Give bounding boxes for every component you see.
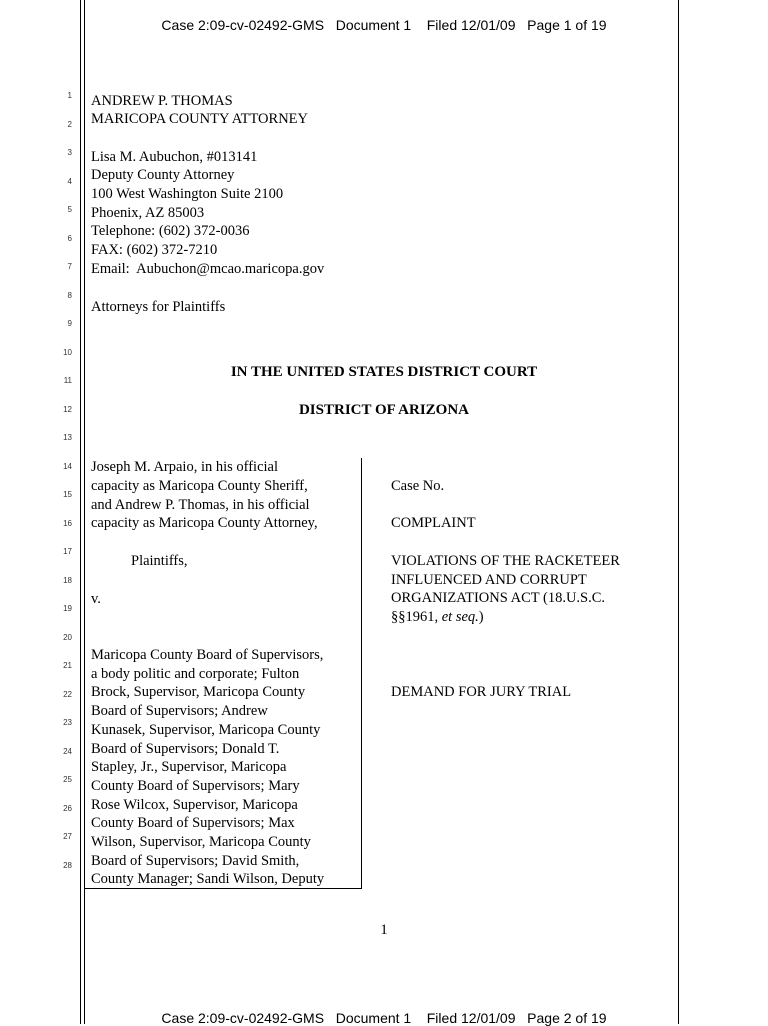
- line-number: 15: [63, 490, 72, 499]
- attorney-office: MARICOPA COUNTY ATTORNEY: [91, 111, 308, 127]
- violation-line: ORGANIZATIONS ACT (18.U.S.C.: [391, 590, 606, 607]
- line-number: 23: [63, 718, 72, 727]
- defendant-line: County Board of Supervisors; Max: [91, 815, 295, 832]
- deputy-name: Lisa M. Aubuchon, #013141: [91, 149, 258, 165]
- line-number: 22: [63, 690, 72, 699]
- line-number: 4: [67, 177, 72, 186]
- line-number: 21: [63, 661, 72, 670]
- plaintiff-line: capacity as Maricopa County Attorney,: [91, 515, 318, 532]
- telephone: Telephone: (602) 372-0036: [91, 223, 250, 239]
- plaintiff-line: capacity as Maricopa County Sheriff,: [91, 477, 308, 494]
- line-number: 25: [63, 775, 72, 784]
- line-number: 12: [63, 405, 72, 414]
- page-number: 1: [380, 922, 388, 938]
- email: Email: Aubuchon@mcao.maricopa.gov: [91, 261, 325, 277]
- plaintiff-line: and Andrew P. Thomas, in his official: [91, 496, 310, 513]
- line-number: 19: [63, 604, 72, 613]
- defendant-line: Wilson, Supervisor, Maricopa County: [91, 834, 311, 850]
- statute-prefix: §§1961,: [391, 609, 442, 625]
- line-number: 13: [63, 433, 72, 442]
- plaintiffs-label: Plaintiffs,: [131, 553, 188, 569]
- right-margin-rule: [678, 0, 679, 1024]
- line-number: 7: [67, 262, 72, 271]
- line-number: 6: [67, 234, 72, 243]
- line-number: 28: [63, 861, 72, 870]
- defendant-line: Board of Supervisors; David Smith,: [91, 852, 300, 869]
- case-number-label: Case No.: [391, 478, 445, 494]
- line-number: 27: [63, 832, 72, 841]
- line-number: 10: [63, 348, 72, 357]
- line-number: 3: [67, 148, 72, 157]
- line-number: 18: [63, 576, 72, 585]
- defendant-line: County Board of Supervisors; Mary: [91, 777, 300, 794]
- defendant-line: Stapley, Jr., Supervisor, Maricopa: [91, 759, 287, 776]
- left-margin-rule-inner: [84, 0, 85, 1024]
- court-name: IN THE UNITED STATES DISTRICT COURT: [230, 364, 538, 380]
- page-header: Case 2:09-cv-02492-GMS Document 1 Filed 12/01/09 Page 1 of 19: [161, 17, 607, 33]
- line-number: 26: [63, 804, 72, 813]
- defendant-line: a body politic and corporate; Fulton: [91, 665, 300, 682]
- line-number: 20: [63, 633, 72, 642]
- deputy-title: Deputy County Attorney: [91, 167, 235, 183]
- line-number: 11: [63, 376, 72, 385]
- plaintiff-line: Joseph M. Arpaio, in his official: [91, 459, 279, 475]
- line-number: 17: [63, 547, 72, 556]
- defendant-line: Kunasek, Supervisor, Maricopa County: [91, 721, 321, 738]
- attorney-name: ANDREW P. THOMAS: [91, 93, 233, 109]
- jury-demand: DEMAND FOR JURY TRIAL: [391, 684, 572, 700]
- versus: v.: [91, 591, 101, 607]
- line-number: 5: [67, 205, 72, 214]
- fax: FAX: (602) 372-7210: [91, 242, 218, 258]
- line-number: 1: [67, 91, 72, 100]
- attorney-role: Attorneys for Plaintiffs: [91, 299, 226, 315]
- statute-italic: et seq.: [441, 609, 479, 625]
- line-number: 24: [63, 747, 72, 756]
- complaint-title: COMPLAINT: [391, 515, 476, 531]
- defendant-line: Rose Wilcox, Supervisor, Maricopa: [91, 796, 298, 813]
- line-number: 9: [67, 319, 72, 328]
- defendant-line: Maricopa County Board of Supervisors,: [91, 647, 324, 663]
- violation-line: VIOLATIONS OF THE RACKETEER: [391, 553, 620, 569]
- court-district: DISTRICT OF ARIZONA: [298, 402, 470, 418]
- line-number: 16: [63, 519, 72, 528]
- defendant-line: County Manager; Sandi Wilson, Deputy: [91, 871, 325, 888]
- defendant-line: Board of Supervisors; Andrew: [91, 703, 268, 720]
- line-number: 2: [67, 120, 72, 129]
- defendant-line: Brock, Supervisor, Maricopa County: [91, 684, 306, 701]
- left-margin-rule-outer: [80, 0, 81, 1024]
- line-number: 14: [63, 462, 72, 471]
- address-line-2: Phoenix, AZ 85003: [91, 205, 205, 221]
- statute-citation: [391, 608, 484, 627]
- caption-divider: [361, 458, 362, 888]
- statute-suffix: ): [478, 609, 484, 625]
- address-line-1: 100 West Washington Suite 2100: [91, 186, 284, 202]
- page-2-header: Case 2:09-cv-02492-GMS Document 1 Filed 12/01/09 Page 2 of 19: [161, 1010, 607, 1026]
- line-number: 8: [67, 291, 72, 300]
- defendant-line: Board of Supervisors; Donald T.: [91, 740, 280, 757]
- violation-line: INFLUENCED AND CORRUPT: [391, 571, 587, 588]
